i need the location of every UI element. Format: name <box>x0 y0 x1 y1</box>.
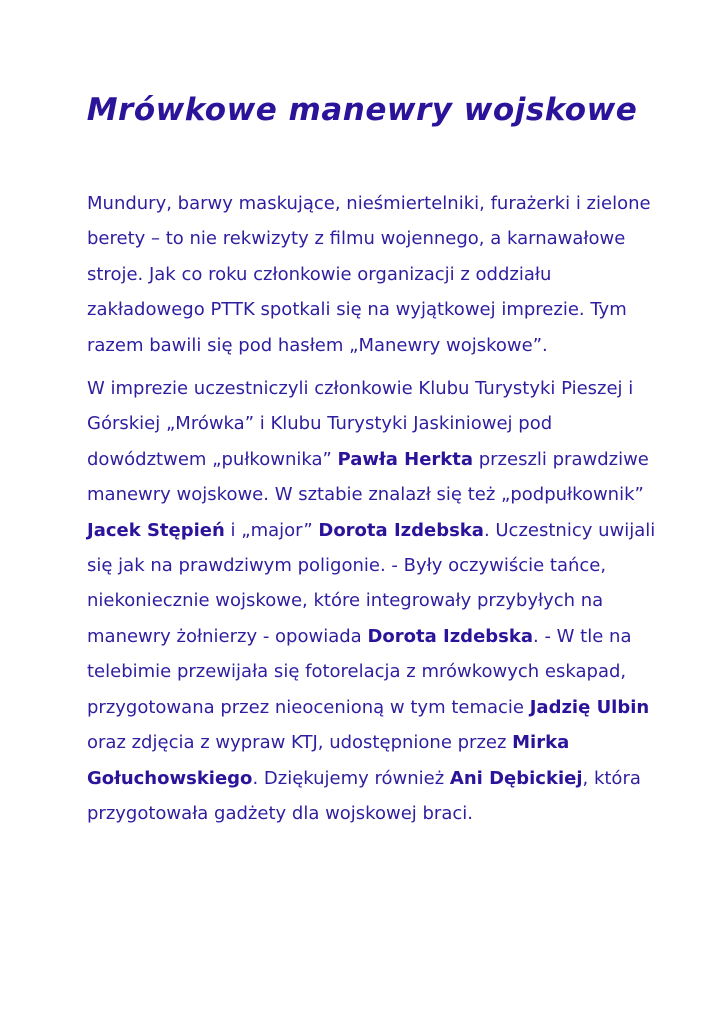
person-name-ania-debicka: Ani Dębickiej <box>449 767 583 789</box>
person-name-mirek-goluchowski: Mirka Gołuchowskiego <box>87 732 570 789</box>
text-segment: . Dziękujemy również <box>252 767 450 789</box>
person-name-dorota-izdebska: Dorota Izdebska <box>318 519 484 541</box>
text-segment: , która przygotowała gadżety dla wojskowej braci. <box>87 767 641 824</box>
person-name-dorota-izdebska-2: Dorota Izdebska <box>367 625 533 647</box>
paragraph-event <box>87 371 667 831</box>
paragraph-intro: Mundury, barwy maskujące, nieśmiertelniki, furażerki i zielone berety – to nie rekwizyty z filmu wojennego, a karnawałowe stroje. Jak co roku członkowie organizacji z oddziału zakładowego PTTK spotkali się na wyjątkowej imprezie. Tym razem bawili się pod hasłem „Manewry wojskowe”. <box>87 193 651 356</box>
person-name-pawel-herkt: Pawła Herkta <box>337 448 473 470</box>
text-segment: oraz zdjęcia z wypraw KTJ, udostępnione przez <box>87 732 513 754</box>
text-segment: przeszli prawdziwe manewry wojskowe. W sztabie znalazł się też „podpułkownik” <box>87 448 649 506</box>
person-name-jadzia-ulbin: Jadzię Ulbin <box>529 696 650 718</box>
text-segment: . Uczestnicy uwijali się jak na prawdziwym poligonie. - Były oczywiście tańce, niekoniecznie wojskowe, które integrowały przybyłych na manewry żołnierzy - opowiada <box>87 519 656 647</box>
text-segment: . - W tle na telebimie przewijała się fotorelacja z mrówkowych eskapad, przygotowana przez nieocenioną w tym temacie <box>87 625 632 718</box>
person-name-jacek-stepien: Jacek Stępień <box>87 519 225 541</box>
text-segment: i „major” <box>224 519 319 541</box>
document-title: Mrówkowe manewry wojskowe <box>86 92 638 128</box>
article-body <box>87 186 667 831</box>
text-segment: W imprezie uczestniczyli członkowie Klubu Turystyki Pieszej i Górskiej „Mrówka” i Klubu Turystyki Jaskiniowej pod dowództwem „pułkownika” <box>87 378 634 470</box>
